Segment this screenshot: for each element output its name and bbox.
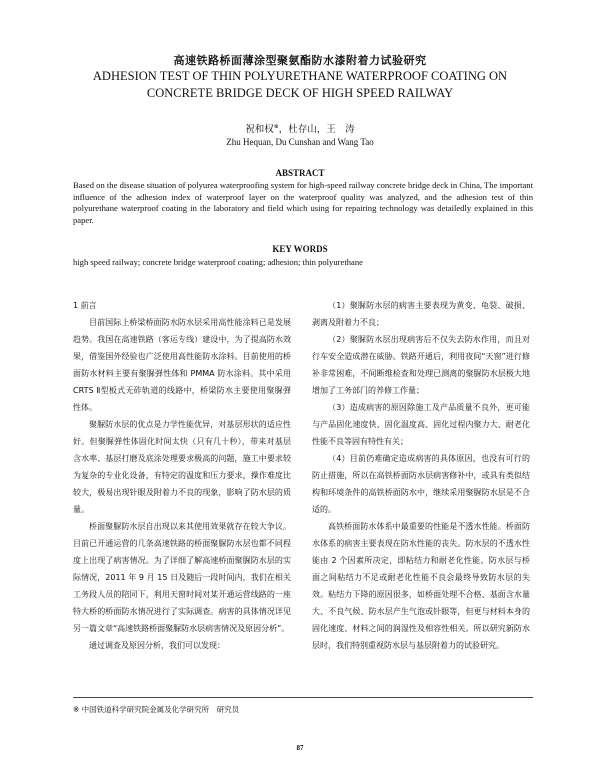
left-paragraph: 桥面聚脲防水层自出现以来其使用效果就存在较大争议。目前已开通运营的几条高速铁路的桥面聚脲防水层也都不同程度上出现了病害情况。为了详细了解高速桥面聚脲防水层的实际情况，2011 年 9 月 15 日及随后一段时间内，我们在相关工务段人员的陪同下，利用天窗时间对某开通运营线路的一座特大桥的桥面防水情况进行了实际调查。病害的具体情况详见另一篇文章“高速铁路桥面聚脲防水层病害情况及原因分析”。 <box>73 522 291 633</box>
authors-chinese <box>0 121 600 135</box>
section-heading-introduction: 1 前言 <box>73 301 97 310</box>
left-paragraph: 目前国际上桥梁桥面防水防水层采用高性能涂料已是发展趋势。我国在高速铁路（客运专线）建设中，为了提高防水效果，借鉴国外经验也广泛使用高性能防水涂料。目前使用的桥面防水材料主要有聚脲弹性体和 PMMA 防水涂料。其中采用 CRTS Ⅱ型板式无砟轨道的线路中，桥梁防水主要使用聚脲弹性体。 <box>73 318 291 412</box>
left-paragraph: 通过调查及原因分析，我们可以发现： <box>89 641 225 650</box>
left-column <box>73 297 291 654</box>
abstract-heading: ABSTRACT <box>275 168 325 178</box>
title-english-line-1: ADHESION TEST OF THIN POLYURETHANE WATERPROOF COATING ON <box>92 69 508 83</box>
keywords-text: high speed railway; concrete bridge waterproof coating; adhesion; thin polyurethane <box>73 257 363 267</box>
right-paragraph: （3）造成病害的原因除施工及产品质量不良外，更可能与产品固化速度快、固化温度高、固化过程内聚力大、耐老化性能不良等固有特性有关； <box>312 403 530 446</box>
abstract-text: Based on the disease situation of polyurea waterproofing system for high-speed railway concrete bridge deck in China, The important influence of the adhesion index of waterproof layer on the waterproof quality was analyzed, and the adhesion test of thin polyurethane waterproof coating in the laboratory and field which using for repairing technology was detailedly explained in this paper. <box>73 180 533 225</box>
right-paragraph: （2）聚脲防水层出现病害后不仅失去防水作用，而且对行车安全造成潜在威胁。铁路开通后，利用夜间“天窗”进行修补非常困难，不间断维检查和处理已测离的聚脲防水层极大地增加了工务部门的养修工作量； <box>312 335 530 395</box>
title-english <box>40 68 560 102</box>
other-authors: ，杜存山，王 涛 <box>278 124 355 135</box>
title-english-line-2: CONCRETE BRIDGE DECK OF HIGH SPEED RAILWAY <box>146 86 454 100</box>
right-paragraph: （1）聚脲防水层的病害主要表现为黄变、龟裂、破损、剥离及附着力不良； <box>312 301 530 327</box>
right-paragraph: 高铁桥面防水体系中最重要的性能是不透水性能。桥面防水体系的病害主要表现在防水性能的丧失。防水层的不透水性能由 2 个因素所决定，即粘结力和耐老化性能。防水层与桥面之间粘结力不足或耐老化性能不良会最终导致防水层的失效。粘结力下降的原因很多，如桥面处理不合格、基面含水量大、不良气候、防水层产生气泡或针眼等，但更与材料本身的固化速度、材料之间的润湿性及相容性相关。所以研究新防水层时，我们特别重视防水层与基层附着力的试验研究。 <box>312 522 530 650</box>
keywords-heading: KEY WORDS <box>272 244 328 254</box>
right-paragraph: （4）目前仍难确定造成病害的具体原因，也没有可行的防止措施，所以在高铁桥面防水层病害修补中，或具有类似结构和环境条件的高铁桥面防水中，继续采用聚脲防水层是不合适的。 <box>312 454 530 514</box>
footnote-divider <box>73 697 533 698</box>
first-author: 祝和权 <box>245 124 274 135</box>
footnote: ※ 中国铁道科学研究院金属及化学研究所 研究员 <box>73 705 240 714</box>
left-paragraph: 聚脲防水层的优点是力学性能优异，对基层形状的适应性好。但聚脲弹性体固化时间太快（只有几十秒），带来对基层含水率、基层打磨及底涂处理要求极高的问题，施工中要求较为复杂的专业化设备，有特定的温度和压力要求，操作难度比较大，极易出现针眼及附着力不良的现象，影响了防水层的质量。 <box>73 420 291 514</box>
author-footnote-mark: ※ <box>273 122 279 130</box>
authors-english: Zhu Hequan, Du Cunshan and Wang Tao <box>226 137 374 147</box>
title-chinese: 高速铁路桥面薄涂型聚氨酯防水漆附着力试验研究 <box>173 54 427 67</box>
right-column <box>312 297 530 654</box>
page-number: 87 <box>296 744 304 752</box>
